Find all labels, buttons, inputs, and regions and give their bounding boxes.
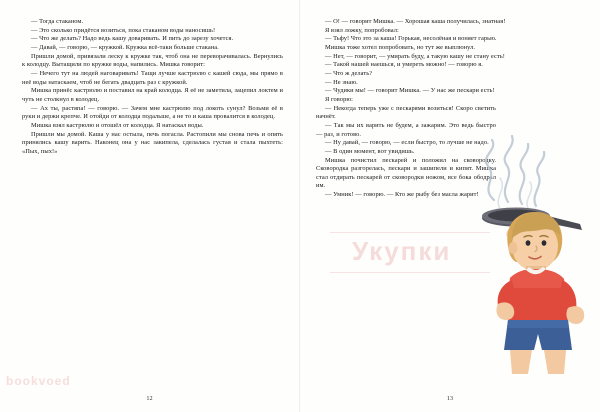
paragraph: Я говорю: (325, 95, 354, 103)
paragraph: — Умник! — говорю. — Кто же рыбу без масла жарит! (325, 191, 479, 199)
page-number-left: 12 (146, 395, 153, 402)
paragraph: — Ах ты, растяпа! — говорю. — Зачем мне кастрюлю под локоть сунул? Возьми её в руки и держи крепче. И отойди от колодца подальше, а не то и каша провалится в колодец. (22, 104, 283, 121)
paragraph: — Некогда теперь уже с пескарями возиться! Скоро светить начнёт. (316, 104, 496, 121)
paragraph: — О! — говорит Мишка. — Хорошая каша получилась, знатная! (325, 18, 506, 25)
paragraph: — Что ж делать? (325, 69, 373, 77)
paragraph: Пришли домой, привязали леску к кружке так, чтоб она не переворачивалась. Вернулись к колодцу. Вытащили по кружке воды, напились. Мишка говорит: (22, 52, 283, 69)
paragraph: Мишка принёс кастрюлю и поставил на край колодца. Я её не заметила, зацепил локтем и чуть не столкнул в колодец. (22, 87, 283, 103)
paragraph: — Чудики мы! — говорит Мишка. — У нас же пескари есть! (325, 87, 495, 95)
illustration-boy-with-frying-pan (468, 126, 596, 376)
paragraph: — Так мы их варить не будем, а зажарим. Это ведь быстро — раз, и готово. (316, 121, 496, 138)
watermark-primary: Укупки (352, 236, 452, 266)
paragraph: Мишка тоже хотел попробовать, но тут же выплюнул. (325, 43, 476, 51)
paragraph: Мишка взял кастрюлю и отошёл от колодца. Я натаскал воды. (31, 121, 204, 129)
paragraph: — Что же делать? Надо ведь кашу доваривать. И пить до зарезу хочется. (31, 35, 234, 43)
paragraph: — Это сколько придётся возиться, пока стаканом воды наносишь! (31, 26, 216, 34)
paragraph: — Тогда стаканом. (31, 18, 84, 25)
paragraph: — В один момент, вот увидишь. (325, 147, 415, 155)
paragraph: — Не знаю. (325, 78, 358, 86)
paragraph: — Нет, — говорит, — умирать буду, а такую кашу не стану есть! (325, 52, 505, 60)
paragraph: — Ну давай, — говорю, — если быстро, то лучше не надо. (325, 139, 489, 147)
paragraph: Я взял ложку, попробовал: (325, 26, 399, 34)
page-left-text (22, 18, 283, 157)
page-right (300, 0, 600, 412)
page-number-right: 13 (446, 395, 454, 402)
paragraph: Мишка почистил пескарей и положил на сковородку. Сковородка разгорелась, пескари и зашипели и кипят. Мишка стал отдирать пескарей от сковородки ножом, все бока ободрал им. (316, 156, 496, 190)
paragraph: — Давай, — говорю, — кружкой. Кружка всё-таки больше стакана. (31, 43, 219, 51)
paragraph: Пришли мы домой. Каша у нас остыла, печь погасла. Растопили мы снова печь и опять принялись кашу варить. Наконец она у нас закипела, сделалась густая и стала пыхтеть: «Пых, пых!» (22, 130, 283, 155)
watermark-secondary: bookvoed (6, 374, 71, 388)
paragraph: — Нечего тут на людей наговаривать! Тащи лучше кастрюлю с кашей сюда, мы прямо в неё воды натаскаем, чтоб не бегать двадцать раз с кружкой. (22, 69, 283, 86)
paragraph: — Такой нашей наешься, и умереть можно! — говорю я. (325, 61, 483, 69)
paragraph: — Тьфу! Что это за каша! Горькая, несолёная и воняет гарью. (325, 35, 497, 43)
